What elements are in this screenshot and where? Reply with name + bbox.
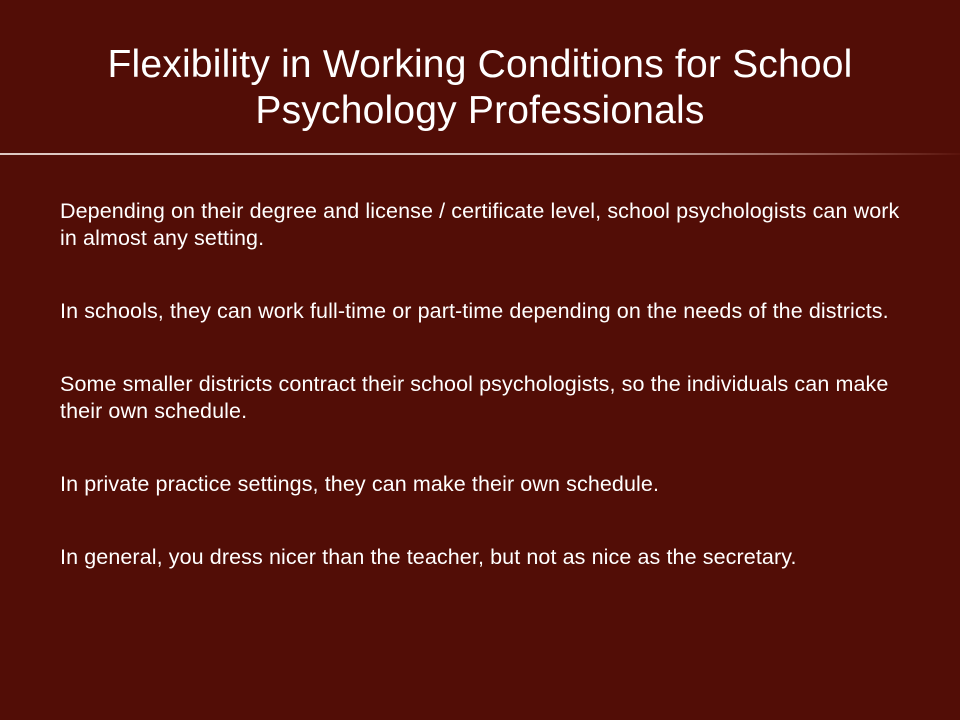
slide-title: Flexibility in Working Conditions for School Psychology Professionals bbox=[107, 43, 853, 132]
bullet-item: Some smaller districts contract their school psychologists, so the individuals can make their own schedule. bbox=[60, 372, 889, 423]
bullet-item: Depending on their degree and license / certificate level, school psychologists can work in almost any setting. bbox=[60, 199, 900, 250]
bullet-list bbox=[60, 198, 920, 617]
bullet-item: In schools, they can work full-time or part-time depending on the needs of the districts. bbox=[60, 299, 889, 323]
bullet-item: In general, you dress nicer than the teacher, but not as nice as the secretary. bbox=[60, 545, 797, 569]
title-divider bbox=[0, 153, 960, 155]
bullet-item: In private practice settings, they can make their own schedule. bbox=[60, 472, 660, 496]
